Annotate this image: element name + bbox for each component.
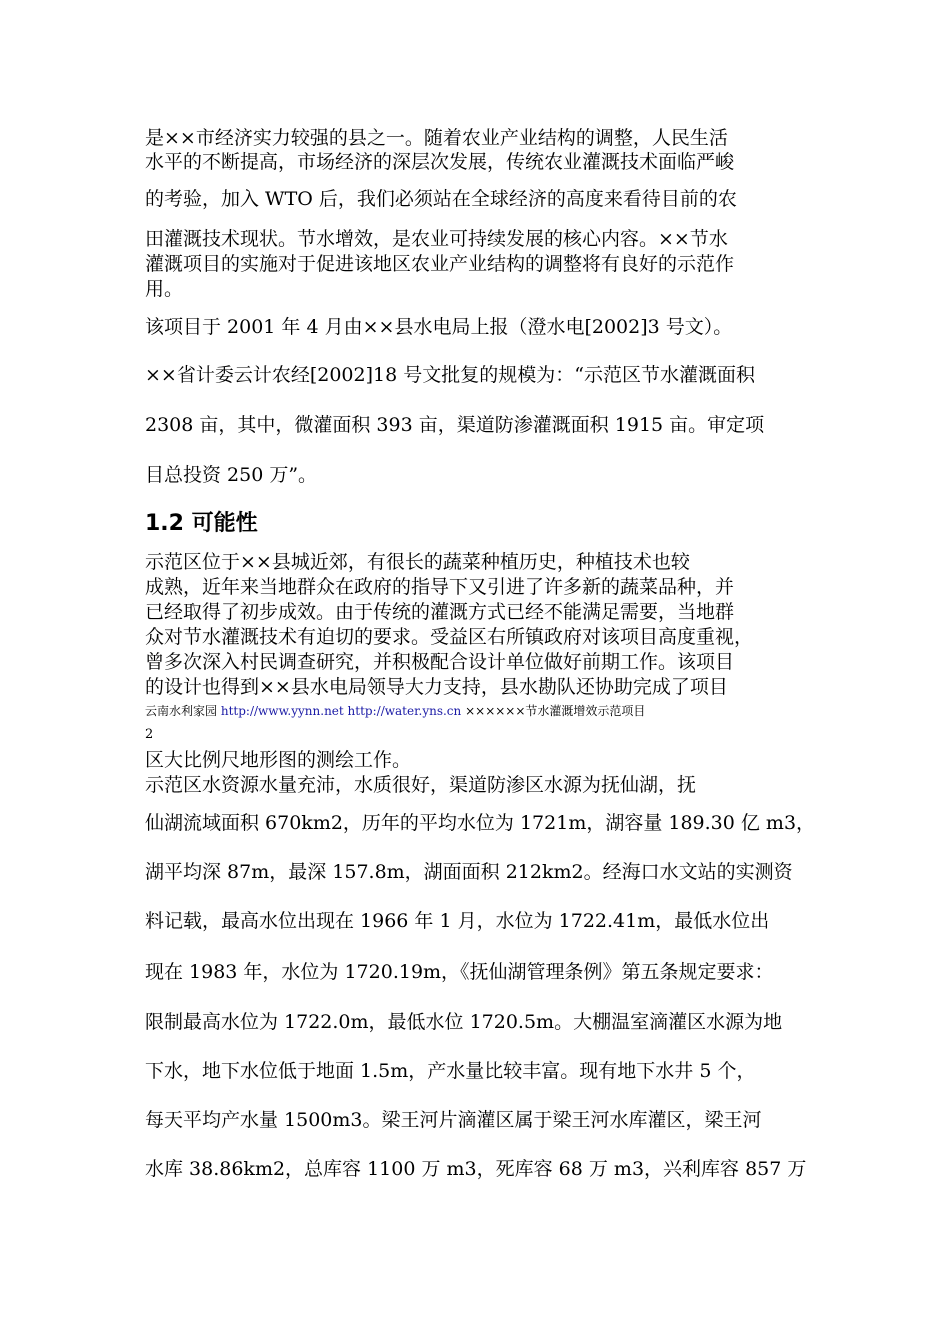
paragraph-line: 的设计也得到××县水电局领导大力支持，县水勘队还协助完成了项目 [145, 676, 728, 698]
page-footer [145, 703, 645, 719]
paragraph-line: 目总投资 250 万”。 [145, 464, 318, 486]
paragraph-line: 示范区水资源水量充沛，水质很好，渠道防渗区水源为抚仙湖，抚 [145, 774, 697, 796]
paragraph-line: 区大比例尺地形图的测绘工作。 [145, 749, 412, 771]
paragraph-line: 水库 38.86km2，总库容 1100 万 m3，死库容 68 万 m3，兴利库容 857 万 [145, 1158, 807, 1180]
footer-project-title: ××××××节水灌溉增效示范项目 [465, 704, 646, 718]
paragraph-line: 每天平均产水量 1500m3。梁王河片滴灌区属于梁王河水库灌区，梁王河 [145, 1109, 762, 1131]
paragraph-line: 示范区位于××县城近郊，有很长的蔬菜种植历史，种植技术也较 [145, 551, 690, 573]
paragraph-line: 灌溉项目的实施对于促进该地区农业产业结构的调整将有良好的示范作 [145, 253, 735, 275]
paragraph-line: 已经取得了初步成效。由于传统的灌溉方式已经不能满足需要，当地群 [145, 601, 735, 623]
paragraph-line: 该项目于 2001 年 4 月由××县水电局上报（澄水电[2002]3 号文）。 [145, 316, 733, 338]
paragraph-line: 现在 1983 年，水位为 1720.19m，《抚仙湖管理条例》第五条规定要求： [145, 961, 774, 983]
paragraph-line: 下水，地下水位低于地面 1.5m，产水量比较丰富。现有地下水井 5 个， [145, 1060, 756, 1082]
paragraph-line: ××省计委云计农经[2002]18 号文批复的规模为：“示范区节水灌溉面积 [145, 364, 755, 386]
paragraph-line: 水平的不断提高，市场经济的深层次发展，传统农业灌溉技术面临严峻 [145, 151, 735, 173]
footer-link-water[interactable]: http://water.yns.cn [347, 704, 462, 718]
paragraph-line: 田灌溉技术现状。节水增效，是农业可持续发展的核心内容。××节水 [145, 228, 728, 250]
section-heading: 1.2 可能性 [145, 511, 258, 536]
paragraph-line: 曾多次深入村民调查研究，并积极配合设计单位做好前期工作。该项目 [145, 651, 735, 673]
paragraph-line: 是××市经济实力较强的县之一。随着农业产业结构的调整，人民生活 [145, 127, 728, 149]
paragraph-line: 湖平均深 87m，最深 157.8m，湖面面积 212km2。经海口水文站的实测资 [145, 861, 793, 883]
paragraph-line: 仙湖流域面积 670km2，历年的平均水位为 1721m，湖容量 189.30 亿 m3， [145, 812, 816, 834]
paragraph-line: 的考验，加入 WTO 后，我们必须站在全球经济的高度来看待目前的农 [145, 188, 737, 210]
paragraph-line: 成熟，近年来当地群众在政府的指导下又引进了许多新的蔬菜品种，并 [145, 576, 735, 598]
paragraph-line: 限制最高水位为 1722.0m，最低水位 1720.5m。大棚温室滴灌区水源为地 [145, 1011, 783, 1033]
footer-site-name: 云南水利家园 [145, 704, 218, 718]
paragraph-line: 2308 亩，其中，微灌面积 393 亩，渠道防渗灌溉面积 1915 亩。审定项 [145, 414, 765, 436]
footer-link-yynn[interactable]: http://www.yynn.net [220, 704, 344, 718]
paragraph-line: 用。 [145, 278, 184, 300]
paragraph-line: 众对节水灌溉技术有迫切的要求。受益区右所镇政府对该项目高度重视， [145, 626, 754, 648]
paragraph-line: 料记载，最高水位出现在 1966 年 1 月，水位为 1722.41m，最低水位出 [145, 910, 770, 932]
page-number: 2 [145, 727, 154, 742]
